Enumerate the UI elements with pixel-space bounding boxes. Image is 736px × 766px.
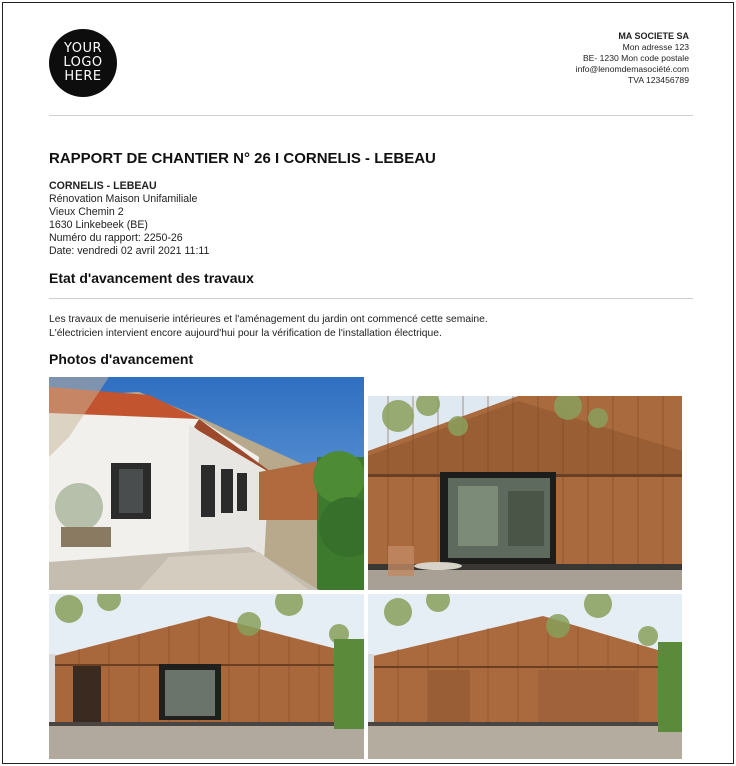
photo-wooden-barn-closed [368, 594, 682, 759]
progress-heading: Etat d'avancement des travaux [49, 270, 254, 286]
report-date: Date: vendredi 02 avril 2021 11:11 [49, 245, 210, 258]
photo-wooden-facade [368, 396, 682, 590]
client-info [49, 180, 209, 259]
progress-description [49, 313, 488, 341]
photo-wooden-barn-open [49, 594, 364, 759]
photos-heading: Photos d'avancement [49, 351, 194, 367]
company-info [576, 31, 689, 86]
progress-line-2: L'électricien intervient encore aujourd'hui pour la vérification de l'installation électrique. [49, 328, 442, 339]
header-divider [49, 115, 693, 116]
client-city: 1630 Linkebeek (BE) [49, 219, 148, 232]
company-address: Mon adresse 123 [622, 42, 689, 52]
client-project: Rénovation Maison Unifamiliale [49, 193, 198, 206]
report-title: RAPPORT DE CHANTIER N° 26 I CORNELIS - LEBEAU [49, 150, 436, 167]
report-page [2, 2, 734, 764]
logo-text: YOUR LOGO HERE [63, 41, 103, 84]
company-postal: BE- 1230 Mon code postale [582, 53, 689, 63]
company-vat: TVA 123456789 [627, 75, 689, 85]
client-name: CORNELIS - LEBEAU [49, 180, 157, 192]
company-name: MA SOCIETE SA [618, 31, 689, 41]
progress-divider [49, 298, 693, 299]
company-email: info@lenomdemasociété.com [575, 64, 689, 74]
company-logo [49, 29, 117, 97]
report-number: Numéro du rapport: 2250-26 [49, 232, 183, 245]
client-street: Vieux Chemin 2 [49, 206, 124, 219]
photo-white-house [49, 377, 364, 590]
progress-line-1: Les travaux de menuiserie intérieures et l'aménagement du jardin ont commencé cette semaine. [49, 314, 488, 325]
